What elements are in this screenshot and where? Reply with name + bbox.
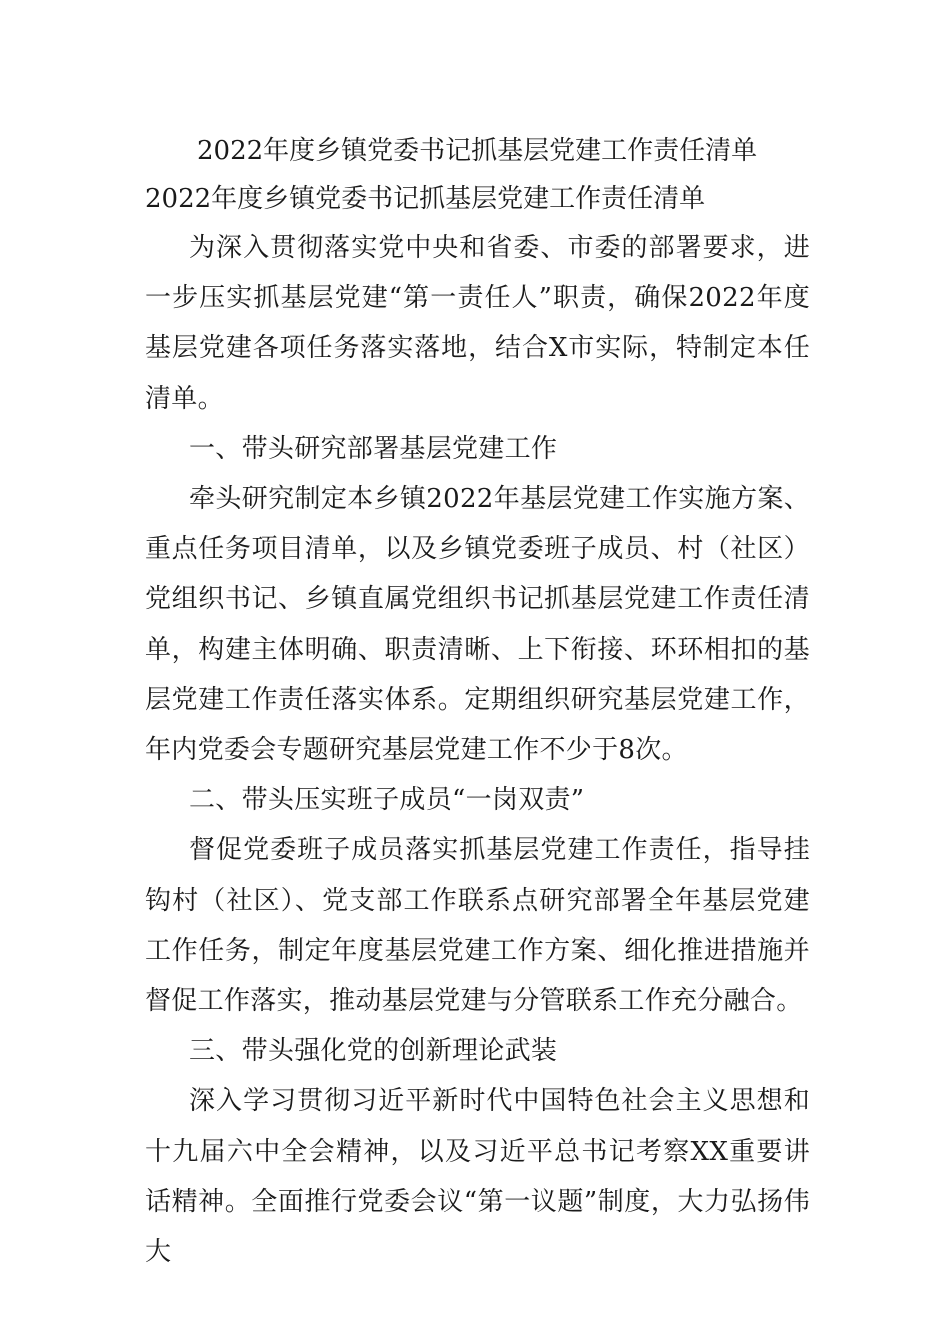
document-title: 2022年度乡镇党委书记抓基层党建工作责任清单 xyxy=(197,136,758,166)
document-subtitle: 2022年度乡镇党委书记抓基层党建工作责任清单 xyxy=(145,184,706,214)
section-body-3: 深入学习贯彻习近平新时代中国特色社会主义思想和十九届六中全会精神，以及习近平总书记考察XX重要讲话精神。全面推行党委会议“第一议题”制度，大力弘扬伟大 xyxy=(145,1086,810,1268)
section-heading-3: 三、带头强化党的创新理论武装 xyxy=(189,1036,558,1067)
section-body-1: 牵头研究制定本乡镇2022年基层党建工作实施方案、重点任务项目清单，以及乡镇党委班子成员、村（社区）党组织书记、乡镇直属党组织书记抓基层党建工作责任清单，构建主体明确、职责清晰、上下衔接、环环相扣的基层党建工作责任落实体系。定期组织研究基层党建工作，年内党委会专题研究基层党建工作不少于8次。 xyxy=(145,484,810,766)
section-heading-1: 一、带头研究部署基层党建工作 xyxy=(189,433,558,464)
intro-paragraph: 为深入贯彻落实党中央和省委、市委的部署要求，进一步压实抓基层党建“第一责任人”职责，确保2022年度基层党建各项任务落实落地，结合X市实际，特制定本任清单。 xyxy=(145,233,810,414)
section-heading-2: 二、带头压实班子成员“一岗双责” xyxy=(189,785,585,816)
section-body-2: 督促党委班子成员落实抓基层党建工作责任，指导挂钩村（社区）、党支部工作联系点研究部署全年基层党建工作任务，制定年度基层党建工作方案、细化推进措施并督促工作落实，推动基层党建与分管联系工作充分融合。 xyxy=(145,835,810,1017)
document-page xyxy=(145,127,810,1277)
